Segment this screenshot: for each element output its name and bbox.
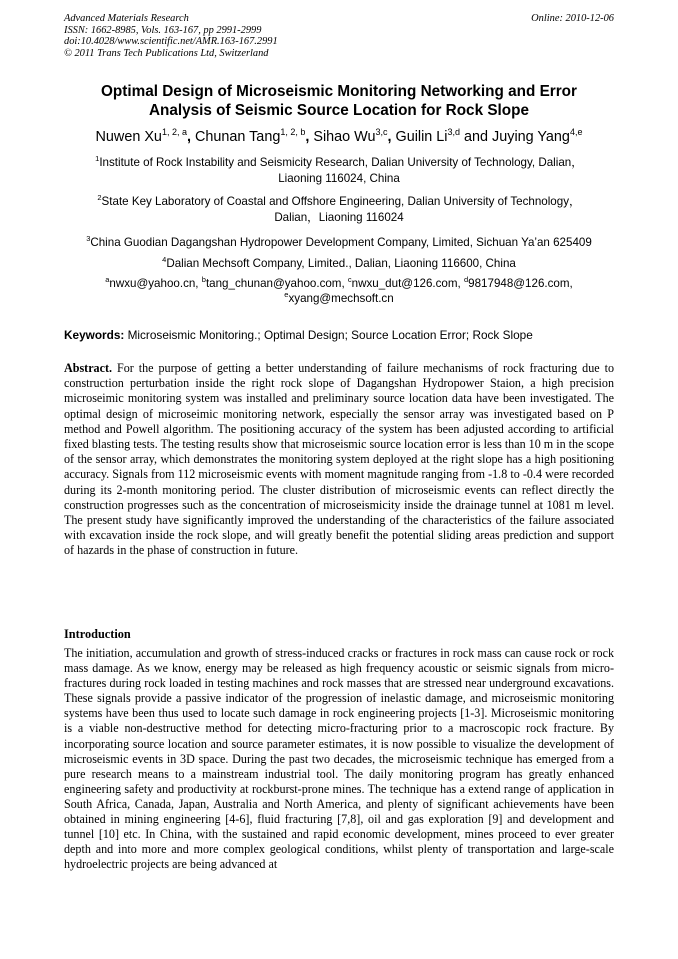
affiliation-1 — [64, 155, 614, 187]
author-list — [64, 128, 614, 146]
affiliation-sup: 3 — [86, 234, 91, 243]
copyright-line: © 2011 Trans Tech Publications Ltd, Switzerland — [64, 47, 269, 59]
affiliation-2 — [64, 194, 614, 226]
email-sup: b — [201, 275, 206, 284]
author-affil-sup: 3,d — [447, 127, 461, 137]
abstract — [64, 361, 614, 559]
author-name: Juying Yang — [492, 129, 570, 145]
affiliation-sup: 4 — [162, 255, 167, 264]
email-a: nwxu@yahoo.cn, — [109, 277, 202, 290]
abstract-label: Abstract. — [64, 361, 113, 375]
email-sup: e — [284, 290, 289, 299]
email-sup: a — [105, 275, 110, 284]
keywords-label: Keywords: — [64, 328, 125, 342]
journal-header — [64, 13, 614, 59]
author-affil-sup: 1, 2, a — [161, 127, 187, 137]
section-heading-introduction: Introduction — [64, 627, 131, 641]
affiliation-text: Dalian，Liaoning 116024 — [274, 211, 404, 224]
online-date: Online: 2010-12-06 — [531, 13, 614, 24]
author-affil-sup: 3,c — [375, 127, 388, 137]
affiliation-sup: 2 — [97, 193, 102, 202]
affiliation-sup: 1 — [95, 154, 100, 163]
author-name: Nuwen Xu — [95, 129, 162, 145]
affiliation-text: Liaoning 116024, China — [278, 172, 400, 185]
email-sup: c — [347, 275, 352, 284]
author-separator: and — [460, 129, 489, 145]
journal-name: Advanced Materials Research — [64, 13, 189, 24]
author-affil-sup: 4,e — [569, 127, 583, 137]
author-name: Sihao Wu — [313, 129, 376, 145]
email-c: nwxu_dut@126.com, — [351, 277, 464, 290]
email-d: 9817948@126.com, — [468, 277, 573, 290]
doi-line: doi:10.4028/www.scientific.net/AMR.163-167.2991 — [64, 36, 278, 48]
title-line-1: Optimal Design of Microseismic Monitoring Networking and Error — [101, 83, 577, 100]
affiliation-text: State Key Laboratory of Coastal and Offshore Engineering, Dalian University of Technology， — [101, 195, 581, 208]
affiliation-text: China Guodian Dagangshan Hydropower Development Company, Limited, Sichuan Ya’an 625409 — [90, 236, 592, 249]
affiliation-text: Institute of Rock Instability and Seismicity Research, Dalian University of Technology, Dalian， — [99, 156, 583, 169]
abstract-text: For the purpose of getting a better understanding of failure mechanisms of rock fracturing due to construction perturbation inside the right rock slope of Dagangshan Hydropower Staion, a high precision microseimic monitoring system was installed and preliminary source location data have been investigated. The optimal design of microseimic monitoring network, especially the sensor array was investigated based on P method and Powell algorithm. The positioning accuracy of the system has been adjusted according to artificial fixed blasting tests. The testing results show that microseismic source location error is less than 10 m in the scope of the sensor array, which demonstrates the monitoring system deployed at the right slope has a high positioning accuracy. Signals from 112 microseismic events with moment magnitude ranging from -1.8 to -0.4 were recorded during its 2-month monitoring period. The cluster distribution of microseismic events can reflect directly the construction progresses such as the concentration of microseismicity inside the drainage tunnel at 1081 m level. The present study have significantly improved the understanding of the characteristics of the failure associated with excavation inside the rock slope, and will greatly benefit the potential sliding areas prediction and support of hazards in the phase of construction in future. — [64, 361, 614, 558]
email-e: xyang@mechsoft.cn — [288, 292, 394, 305]
author-separator: , — [186, 129, 191, 145]
keywords — [64, 327, 614, 343]
introduction-text: The initiation, accumulation and growth of stress-induced cracks or fractures in rock mass can cause rock or rock mass damage. As we know, energy may be released as high frequency acoustic or seismic signals from micro-fractures during rock loaded in testing machines and rock masses that are stressed near underground excavations. These signals provide a passive indicator of the progression of inelastic damage, and microseismic monitoring systems have been thus used to locate such damage in rock engineering projects [1-3]. Microseismic monitoring is a viable non-destructive method for detecting micro-fracturing prior to a macroscopic rock fracture. By incorporating source location and source parameter estimates, it is now possible to visualize the development of microseismic events in 3D space. During the past two decades, the microseismic technique has emerged from a pure research means to a mainstream industrial tool. The daily monitoring program has greatly enhanced engineering safety and productivity at rockburst-prone mines. The technique has a extend range of application in South Africa, Canada, Japan, Australia and North America, and plenty of significant achievements have been obtained in mining engineering [4-6], fluid fracturing [7,8], oil and gas exploration [9] and development and tunnel [10] etc. In China, with the sustained and rapid economic development, mines proceed to ever greater depth and into more and more complex geological conditions, whilst plenty of transportation and large-scale hydroelectric projects are being advanced at — [64, 646, 614, 872]
affiliation-text: Dalian Mechsoft Company, Limited., Dalian, Liaoning 116600, China — [166, 257, 516, 270]
paper-title — [64, 82, 614, 120]
keywords-text: Microseismic Monitoring.; Optimal Design; Source Location Error; Rock Slope — [124, 328, 533, 342]
author-separator: , — [387, 129, 392, 145]
author-separator: , — [305, 129, 310, 145]
issn-line: ISSN: 1662-8985, Vols. 163-167, pp 2991-2999 — [64, 24, 262, 36]
email-b: tang_chunan@yahoo.com, — [205, 277, 348, 290]
email-list — [64, 276, 614, 306]
email-sup: d — [463, 275, 469, 284]
author-name: Guilin Li — [395, 129, 448, 145]
author-affil-sup: 1, 2, b — [280, 127, 306, 137]
affiliation-3 — [64, 235, 614, 251]
affiliation-4 — [64, 256, 614, 272]
title-line-2: Analysis of Seismic Source Location for Rock Slope — [149, 102, 529, 119]
author-name: Chunan Tang — [194, 129, 281, 145]
